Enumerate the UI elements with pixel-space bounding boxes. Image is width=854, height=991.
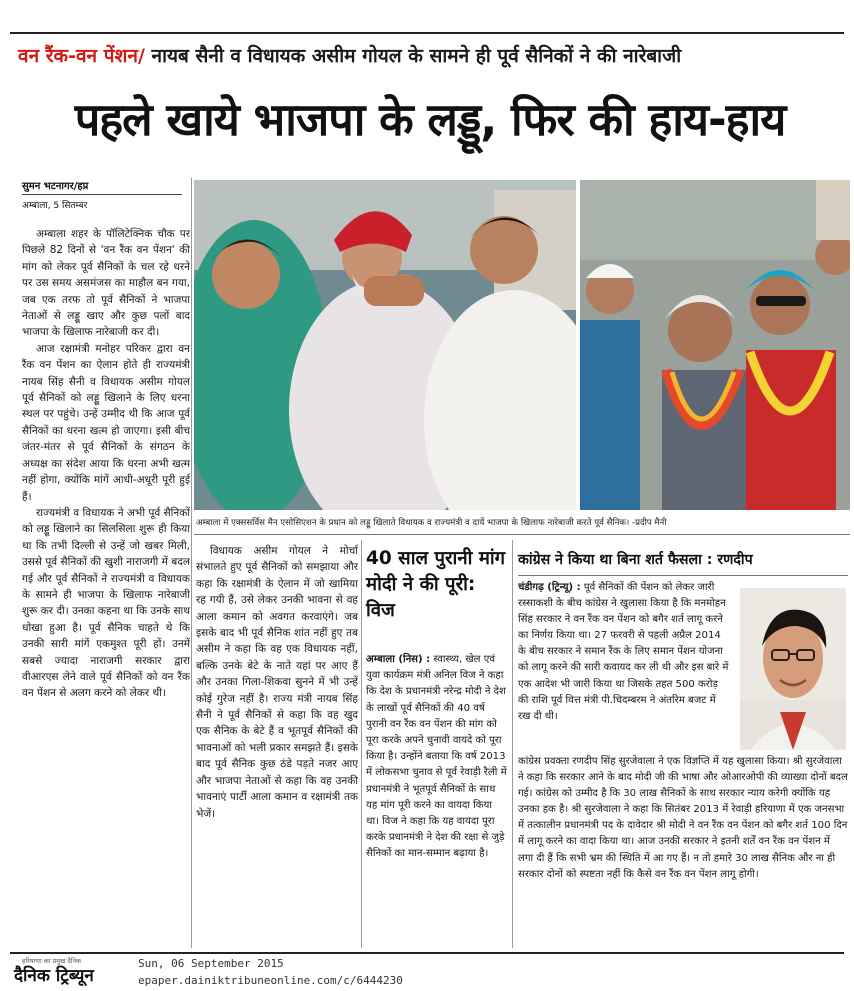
epaper-url[interactable]: epaper.dainiktribuneonline.com/c/6444230: [138, 974, 403, 987]
surjewala-story-bottom: [518, 754, 848, 944]
photo-caption: अम्बाला में एक्ससर्विस मैन एसोसिएशन के प्रधान को लड्डू खिलाते विधायक व राज्यमंत्री व दायें भाजपा के खिलाफ नारेबाजी करते पूर्व सैनिक। -प्रदीप मैनी: [196, 518, 667, 528]
surjewala-headline: कांग्रेस ने किया था बिना शर्त फैसला : रणदीप: [518, 552, 753, 568]
masthead-logo: दैनिक ट्रिब्यून: [14, 966, 94, 986]
paragraph: आज रक्षामंत्री मनोहर परिकर द्वारा वन रैंक वन पेंशन का ऐलान होते ही राज्यमंत्री नायब सिंह सैनी व विधायक असीम गोयल पूर्व सैनिकों को लड्डू खिलाने के लिए धरना स्थल पर पहुंचे। उन्हें उम्मीद थी कि आज पूर्व सैनिकों का धरना खत्म हो जाएगा। इसी बीच जंतर-मंतर से पूर्व सैनिकों के संगठन के अध्यक्ष का संदेश आया कि धरना अभी खत्म नहीं होगा, क्योंकि मांगें आधी-अधूरी पूरी हुई हैं।: [22, 342, 190, 503]
surjewala-dateline: चंडीगढ़ (ट्रिन्यू) :: [518, 582, 581, 593]
paragraph: अम्बाला शहर के पॉलिटेक्निक चौक पर पिछले 82 दिनों से 'वन रैंक वन पेंशन' की मांग को लेकर पूर्व सैनिकों के चल रहे धरने पर उस समय असमंजस का माहौल बन गया, जब एक तरफ तो पूर्व सैनिकों ने भाजपा नेताओं से लड्डू खाए और कुछ पलों बाद भाजपा के खिलाफ नारेबाजी कर दी।: [22, 228, 190, 339]
surjewala-body-top: पूर्व सैनिकों की पेंशन को लेकर जारी रस्साकशी के बीच कांग्रेस ने खुलासा किया है कि मनमोहन सिंह सरकार ने वन रैंक वन पेंशन को बगैर शर्त लागू करने का निर्णय किया था। 27 फरवरी से पहली अप्रैल 2014 के बीच सरकार ने समान रैंक के लिए समान पेंशन योजना को लागू करने की सारी कवायद कर ली थी और इस बारे में एक आदेश भी जारी किया था जिसके तहत 500 करोड़ की राशि पूर्व वित्त मंत्री पी.चिदम्बरम ने अंतरिम बजट में रख दी थी।: [518, 582, 729, 722]
main-story-column-1: [22, 226, 190, 946]
column-rule: [361, 540, 362, 948]
surjewala-story-top: [518, 580, 730, 752]
protest-photo: [580, 180, 850, 510]
footer-rule: [10, 952, 844, 954]
paragraph: राज्यमंत्री व विधायक ने अभी पूर्व सैनिकों को लड्डू खिलाने का सिलसिला शुरू ही किया था कि तभी दिल्ली से उन्हें जो खबर मिली, उससे पूर्व सैनिकों की खुशी नाराजगी में बदल गई और पूर्व सैनिकों ने राज्यमंत्री व विधायक के सामने ही भाजपा के खिलाफ नारेबाजी शुरू कर दी। उनका कहना था कि उनके साथ धोखा हुआ है। पूर्व सैनिक चाहते थे कि उनकी सारी मांगें एकमुश्त पूरी हों। उनमें सबसे ज्यादा नाराजगी सरकार द्वारा वीआरएस लेने वाले पूर्व सैनिकों को वन रैंक वन पेंशन से अलग करने को लेकर थी।: [22, 506, 190, 700]
footer-meta: [138, 955, 558, 989]
headline: पहले खाये भाजपा के लड्डू, फिर की हाय-हाय: [74, 93, 786, 146]
portrait-photo: [740, 588, 846, 750]
vij-story-body: [366, 652, 508, 947]
vij-dateline: अम्बाला (निस) :: [366, 654, 431, 665]
byline-dateline: अम्बाला, 5 सितम्बर: [22, 201, 88, 211]
main-story-column-2: [196, 543, 358, 943]
vij-body: स्वास्थ्य, खेल एवं युवा कार्यक्रम मंत्री अनिल विज ने कहा कि देश के प्रधानमंत्री नरेन्द्र मोदी ने देश के लाखों पूर्व सैनिकों की 40 वर्ष पुरानी वन रैंक वन पेंशन की मांग को पूरा करके अपने चुनावी वायदे को पूरा किया है। उन्होंने बताया कि वर्ष 2013 में लोकसभा चुनाव से पूर्व रेवाड़ी रैली में प्रधानमंत्री ने भूतपूर्व सैनिकों के साथ यह मांग पूरी करने का वायदा किया था। विज ने कहा कि यह वायदा पूरा करके प्रधानमंत्री ने देश की रक्षा से जुड़े सैनिकों का मान-सम्मान बढ़ाया है।: [366, 654, 507, 860]
kicker-text: नायब सैनी व विधायक असीम गोयल के सामने ही पूर्व सैनिकों ने की नारेबाजी: [144, 45, 682, 67]
vij-headline: 40 साल पुरानी मांग मोदी ने की पूरी: विज: [366, 548, 506, 621]
kicker-topic: वन रैंक-वन पेंशन/: [18, 45, 145, 67]
column-rule: [512, 540, 513, 948]
paragraph: विधायक असीम गोयल ने मोर्चा संभालते हुए पूर्व सैनिकों को समझाया और कहा कि रक्षामंत्री के ऐलान में जो खामिया रह गयी हैं, उसे लेकर उनकी भावना से वह आला कमान को अवगत करवाएंगे। जब इसके बाद भी पूर्व सैनिक शांत नहीं हुए तब असीम ने कहा कि वह एक विधायक नहीं, बल्कि उनके बेटे के नाते यहां पर आए हैं और उनका गिला-शिकवा सुनने में भी उन्हें कोई गुरेज नहीं है। राज्य मंत्री नायब सिंह सैनी ने पूर्व सैनिकों से कहा कि वह खुद एक सैनिक के बेटे हैं व भूतपूर्व सैनिकों की भावनाओं को भली प्रकार समझते हैं। इसके बाद पूर्व सैनिक कुछ ठंडे पड़ते नजर आए और भाजपा नेताओं से कहा कि वह उनकी भावनाएं पार्टी आला कमान व रक्षामंत्री तक भेजें।: [196, 545, 358, 820]
caption-rule: [194, 534, 850, 535]
column-rule: [191, 178, 192, 948]
photo-block: [194, 180, 850, 510]
kicker: [18, 40, 848, 72]
byline: [22, 178, 182, 211]
top-rule: [10, 32, 844, 34]
headline-rule: [518, 575, 848, 576]
surjewala-body-bottom: कांग्रेस प्रवक्ता रणदीप सिंह सुरजेवाला ने एक विज्ञप्ति में यह खुलासा किया। श्री सुरजेवाला ने कहा कि सरकार आने के बाद मोदी जी की भाषा और ओआरओपी की व्याख्या दोनों बदल गई। कांग्रेस को उम्मीद है कि 30 लाख सैनिकों के साथ सरकार न्याय करेगी क्योंकि यह उनका हक है। श्री सुरजेवाला ने कहा कि सितंबर 2013 में रेवाड़ी हरियाणा में एक जनसभा में तत्कालीन प्रधानमंत्री पद के दावेदार श्री मोदी ने वन रैंक वन पेंशन को बगैर शर्त 100 दिन में लागू करने का वादा किया था। आज उनकी सरकार ने इतनी शर्तें वन रैंक वन पेंशन में लगा दी हैं कि सभी भ्रम की स्थिति में आ गए हैं। न तो हमारे 30 लाख सैनिक और ना ही सरकार दोनों को स्पष्टता नहीं कि कैसे वन रैंक वन पेंशन लागू होगी।: [518, 756, 848, 880]
edition-date: Sun, 06 September 2015: [138, 957, 284, 970]
byline-author: सुमन भटनागर/हप्र: [22, 178, 182, 195]
masthead-tagline: हरियाणा का प्रमुख दैनिक: [22, 957, 82, 965]
group-photo: [194, 180, 576, 510]
